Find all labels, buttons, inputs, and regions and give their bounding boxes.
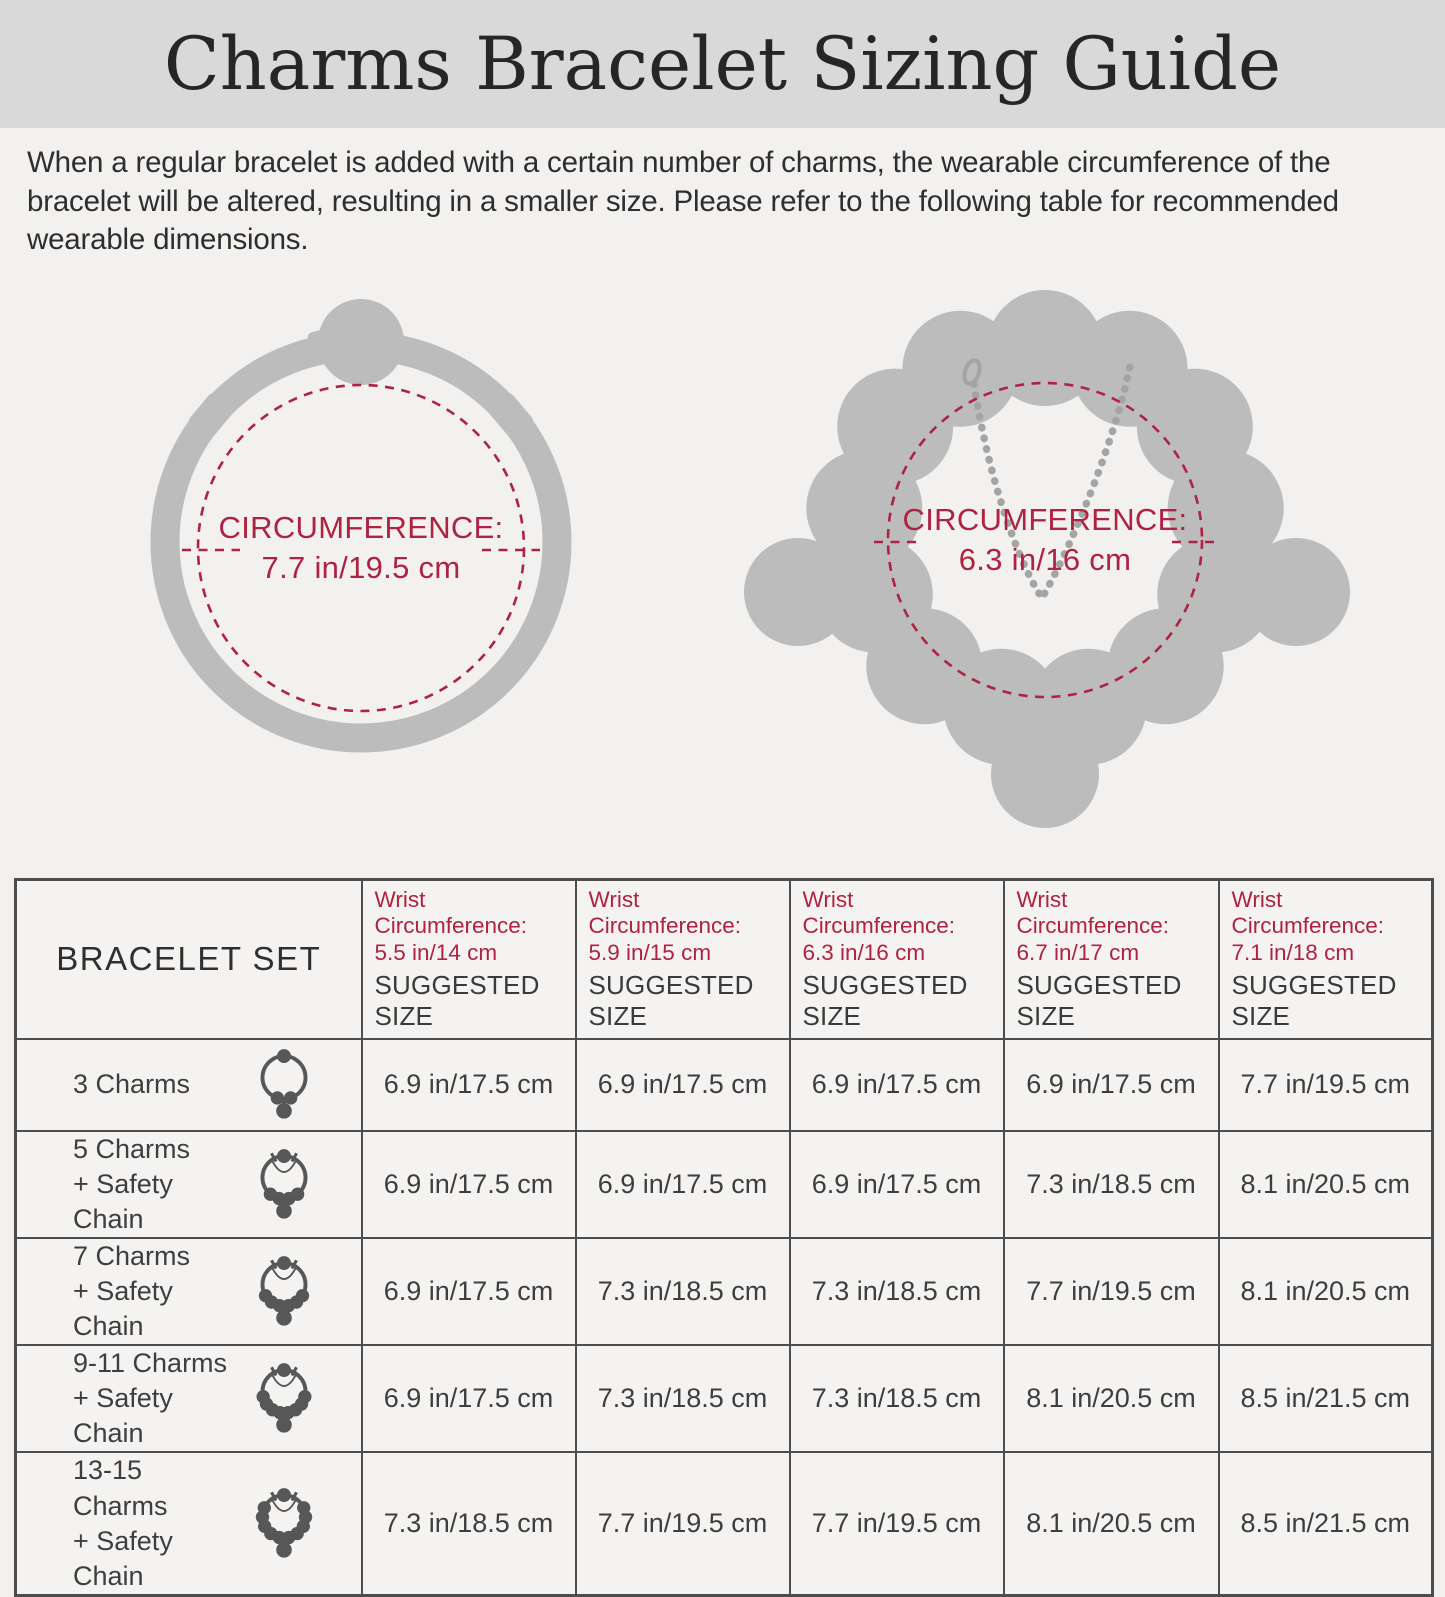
suggested-size-label: SUGGESTED SIZE — [1231, 969, 1397, 1031]
wrist-circumference-value: 5.5 in/14 cm — [374, 940, 498, 966]
sizing-table-grid — [14, 878, 1434, 1597]
charm-bracelet-diagram — [740, 262, 1360, 837]
table-row — [16, 1345, 1433, 1452]
diagrams-row — [0, 268, 1445, 840]
bracelet-13-15-charms-safety-chain-icon — [231, 1486, 361, 1561]
dangle-charm-icon — [744, 538, 852, 646]
intro-text: When a regular bracelet is added with a certain number of charms, the wearable circumference of the bracelet will be altered, resulting in a smaller size. Please refer to the following table for recommended wearable dimensions. — [27, 146, 1339, 257]
wrist-circumference-value: 5.9 in/15 cm — [588, 940, 712, 966]
wrist-circumference-value: 6.7 in/17 cm — [1016, 940, 1140, 966]
wrist-circumference-header — [1219, 879, 1433, 1038]
suggested-size-cell: 8.5 in/21.5 cm — [1219, 1345, 1433, 1452]
bracelet-set-cell — [16, 1345, 362, 1452]
suggested-size-cell: 6.9 in/17.5 cm — [576, 1131, 790, 1238]
clasp-ball-icon — [318, 299, 404, 385]
bracelet-5-charms-safety-chain-icon — [231, 1147, 361, 1222]
bracelet-set-cell — [16, 1238, 362, 1345]
dangle-charm-icon — [991, 720, 1099, 828]
suggested-size-cell: 7.7 in/19.5 cm — [1219, 1039, 1433, 1131]
wrist-circumference-label: Wrist Circumference: — [1231, 886, 1385, 939]
page-title: Charms Bracelet Sizing Guide — [163, 21, 1282, 107]
bracelet-set-cell — [16, 1039, 362, 1131]
bracelet-set-label: 7 Charms + Safety Chain — [73, 1240, 191, 1342]
suggested-size-cell: 7.3 in/18.5 cm — [790, 1345, 1004, 1452]
plain-bracelet-diagram — [66, 276, 646, 786]
suggested-size-label: SUGGESTED SIZE — [588, 969, 754, 1031]
bracelet-set — [17, 1132, 361, 1237]
suggested-size-cell: 6.9 in/17.5 cm — [576, 1039, 790, 1131]
suggested-size-cell: 6.9 in/17.5 cm — [362, 1238, 576, 1345]
wrist-circumference-label: Wrist Circumference: — [588, 886, 742, 939]
sizing-table — [14, 878, 1431, 1597]
bracelet-7-charms-safety-chain-icon — [231, 1254, 361, 1329]
bracelet-set-label: 5 Charms + Safety Chain — [73, 1133, 191, 1234]
suggested-size-cell: 8.1 in/20.5 cm — [1219, 1238, 1433, 1345]
table-row — [16, 1039, 1433, 1131]
header-band — [0, 0, 1445, 128]
bracelet-set-header: BRACELET SET — [16, 879, 362, 1038]
suggested-size-cell: 6.9 in/17.5 cm — [362, 1345, 576, 1452]
bracelet-set-label: 13-15 Charms + Safety Chain — [73, 1455, 173, 1591]
wrist-circumference-header — [1004, 879, 1219, 1038]
suggested-size-cell: 7.7 in/19.5 cm — [790, 1452, 1004, 1595]
bracelet-set — [17, 1346, 361, 1451]
bracelet-set — [17, 1453, 361, 1593]
suggested-size-cell: 6.9 in/17.5 cm — [790, 1039, 1004, 1131]
measurement-overlay — [182, 385, 540, 711]
circumference-label: CIRCUMFERENCE: — [218, 509, 504, 545]
suggested-size-cell: 7.3 in/18.5 cm — [576, 1238, 790, 1345]
wrist-circumference-header — [790, 879, 1004, 1038]
bracelet-set-cell — [16, 1131, 362, 1238]
suggested-size-cell: 6.9 in/17.5 cm — [362, 1131, 576, 1238]
suggested-size-cell: 7.3 in/18.5 cm — [790, 1238, 1004, 1345]
wrist-circumference-header — [576, 879, 790, 1038]
wrist-circumference-value: 7.1 in/18 cm — [1231, 940, 1355, 966]
bracelet-set-cell — [16, 1452, 362, 1595]
table-row — [16, 1452, 1433, 1595]
suggested-size-cell: 6.9 in/17.5 cm — [1004, 1039, 1219, 1131]
circumference-value: 7.7 in/19.5 cm — [261, 549, 461, 585]
suggested-size-cell: 6.9 in/17.5 cm — [362, 1039, 576, 1131]
circumference-label: CIRCUMFERENCE: — [902, 501, 1188, 537]
bracelet-set — [17, 1047, 361, 1122]
suggested-size-cell: 7.3 in/18.5 cm — [1004, 1131, 1219, 1238]
wrist-circumference-value: 6.3 in/16 cm — [802, 940, 926, 966]
suggested-size-cell: 8.5 in/21.5 cm — [1219, 1452, 1433, 1595]
wrist-circumference-label: Wrist Circumference: — [802, 886, 956, 939]
suggested-size-cell: 8.1 in/20.5 cm — [1004, 1452, 1219, 1595]
table-row — [16, 1131, 1433, 1238]
suggested-size-cell: 7.7 in/19.5 cm — [576, 1452, 790, 1595]
bracelet-9-11-charms-safety-chain-icon — [231, 1361, 361, 1436]
suggested-size-cell: 6.9 in/17.5 cm — [790, 1131, 1004, 1238]
suggested-size-label: SUGGESTED SIZE — [802, 969, 968, 1031]
suggested-size-label: SUGGESTED SIZE — [1016, 969, 1182, 1031]
bracelet-set-label: 3 Charms — [73, 1069, 191, 1100]
suggested-size-cell: 7.3 in/18.5 cm — [362, 1452, 576, 1595]
suggested-size-cell: 7.7 in/19.5 cm — [1004, 1238, 1219, 1345]
bracelet-set — [17, 1239, 361, 1344]
dangle-charm-icon — [1242, 538, 1350, 646]
bracelet-3-charms-icon — [231, 1047, 361, 1122]
wrist-circumference-label: Wrist Circumference: — [1016, 886, 1170, 939]
circumference-value: 6.3 in/16 cm — [958, 541, 1132, 577]
wrist-circumference-header — [362, 879, 576, 1038]
table-row — [16, 1238, 1433, 1345]
table-header-row — [16, 879, 1433, 1038]
bracelet-set-label: 9-11 Charms + Safety Chain — [73, 1348, 228, 1449]
suggested-size-cell: 8.1 in/20.5 cm — [1004, 1345, 1219, 1452]
wrist-circumference-label: Wrist Circumference: — [374, 886, 528, 939]
suggested-size-label: SUGGESTED SIZE — [374, 969, 540, 1031]
suggested-size-cell: 7.3 in/18.5 cm — [576, 1345, 790, 1452]
suggested-size-cell: 8.1 in/20.5 cm — [1219, 1131, 1433, 1238]
